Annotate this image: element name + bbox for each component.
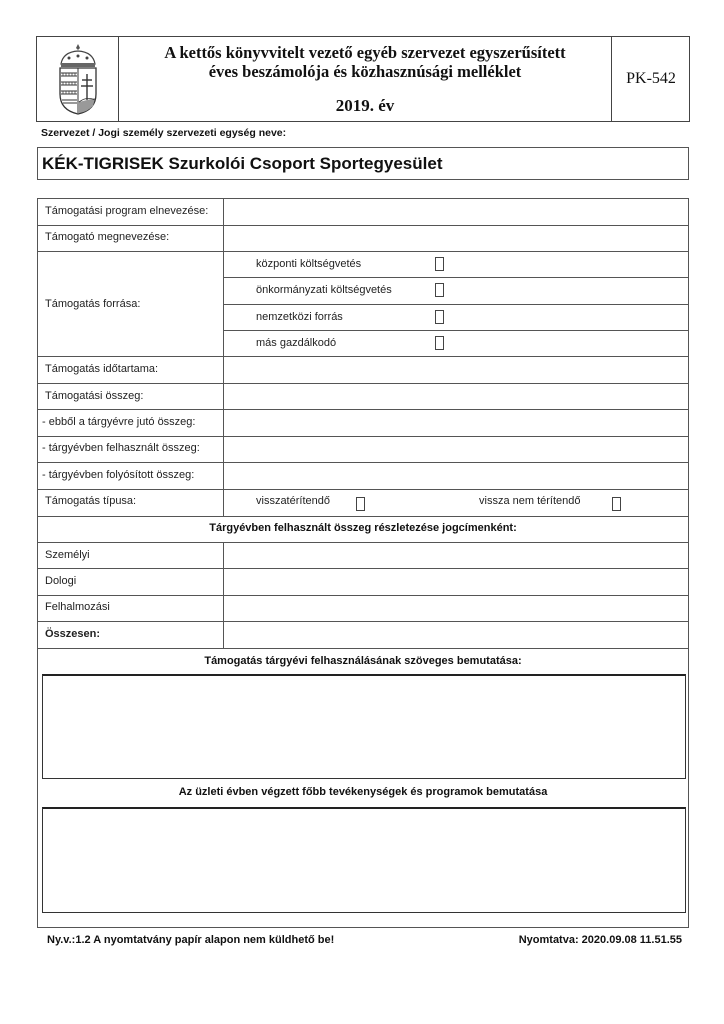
material-field[interactable]: [224, 569, 688, 595]
coat-of-arms-icon: [49, 42, 107, 116]
amount-label: Támogatási összeg:: [45, 390, 144, 402]
row-divider: [38, 516, 688, 517]
usage-description-textarea[interactable]: [42, 674, 686, 779]
source-municipal-budget-checkbox[interactable]: [435, 283, 444, 297]
activities-heading: Az üzleti évben végzett főbb tevékenységek és programok bemutatása: [178, 786, 548, 798]
current-year-amount-field[interactable]: [224, 410, 688, 436]
type-non-refundable-checkbox[interactable]: [612, 497, 621, 511]
capital-label: Felhalmozási: [45, 601, 110, 613]
activities-description-textarea[interactable]: [42, 807, 686, 913]
supporter-field[interactable]: [224, 226, 688, 251]
personnel-field[interactable]: [224, 543, 688, 568]
material-label: Dologi: [45, 575, 77, 587]
row-divider: [38, 648, 688, 649]
row-divider: [224, 304, 688, 305]
source-central-budget-checkbox[interactable]: [435, 257, 444, 271]
type-label: Támogatás típusa:: [45, 495, 137, 507]
type-option-label: visszatérítendő: [256, 495, 330, 507]
source-option-label: más gazdálkodó: [256, 337, 337, 349]
form-title-line1: A kettős könyvvitelt vezető egyéb szervezet egyszerűsített: [164, 43, 566, 62]
program-name-label: Támogatási program elnevezése:: [45, 205, 209, 217]
capital-field[interactable]: [224, 596, 688, 621]
used-amount-label: - tárgyévben felhasznált összeg:: [42, 442, 200, 454]
row-divider: [224, 277, 688, 278]
form-header: [36, 36, 690, 122]
disbursed-amount-field[interactable]: [224, 463, 688, 489]
source-label: Támogatás forrása:: [45, 298, 141, 310]
row-divider: [38, 251, 688, 252]
form-title-line2: éves beszámolója és közhasznúsági melléklet: [208, 62, 522, 81]
duration-field[interactable]: [224, 357, 688, 383]
current-year-amount-label: - ebből a tárgyévre jutó összeg:: [42, 416, 196, 428]
form-code: PK-542: [626, 70, 676, 87]
organization-name-field[interactable]: [37, 147, 689, 180]
amount-field[interactable]: [224, 384, 688, 409]
form-title: [119, 43, 611, 81]
support-form-table: [37, 198, 689, 928]
total-label: Összesen:: [45, 628, 101, 640]
row-divider: [38, 489, 688, 490]
usage-heading: Támogatás tárgyévi felhasználásának szöveges bemutatása:: [204, 655, 522, 667]
footer-version-note: Ny.v.:1.2 A nyomtatvány papír alapon nem küldhető be!: [47, 934, 335, 946]
source-option-label: nemzetközi forrás: [256, 311, 343, 323]
breakdown-heading: Tárgyévben felhasznált összeg részletezése jogcímenként:: [209, 522, 517, 534]
source-other-business-checkbox[interactable]: [435, 336, 444, 350]
duration-label: Támogatás időtartama:: [45, 363, 159, 375]
supporter-label: Támogató megnevezése:: [45, 231, 170, 243]
source-option-label: önkormányzati költségvetés: [256, 284, 392, 296]
total-field[interactable]: [224, 622, 688, 648]
type-option-label: vissza nem térítendő: [479, 495, 581, 507]
program-name-field[interactable]: [224, 199, 688, 225]
row-divider: [224, 330, 688, 331]
form-year: 2019. év: [335, 96, 395, 115]
used-amount-field[interactable]: [224, 437, 688, 462]
source-international-checkbox[interactable]: [435, 310, 444, 324]
source-option-label: központi költségvetés: [256, 258, 362, 270]
personnel-label: Személyi: [45, 549, 90, 561]
organization-name: KÉK-TIGRISEK Szurkolói Csoport Sportegyesület: [42, 154, 443, 173]
disbursed-amount-label: - tárgyévben folyósított összeg:: [42, 469, 195, 481]
type-refundable-checkbox[interactable]: [356, 497, 365, 511]
footer-print-timestamp: Nyomtatva: 2020.09.08 11.51.55: [518, 934, 682, 946]
organization-label: Szervezet / Jogi személy szervezeti egység neve:: [41, 127, 287, 139]
